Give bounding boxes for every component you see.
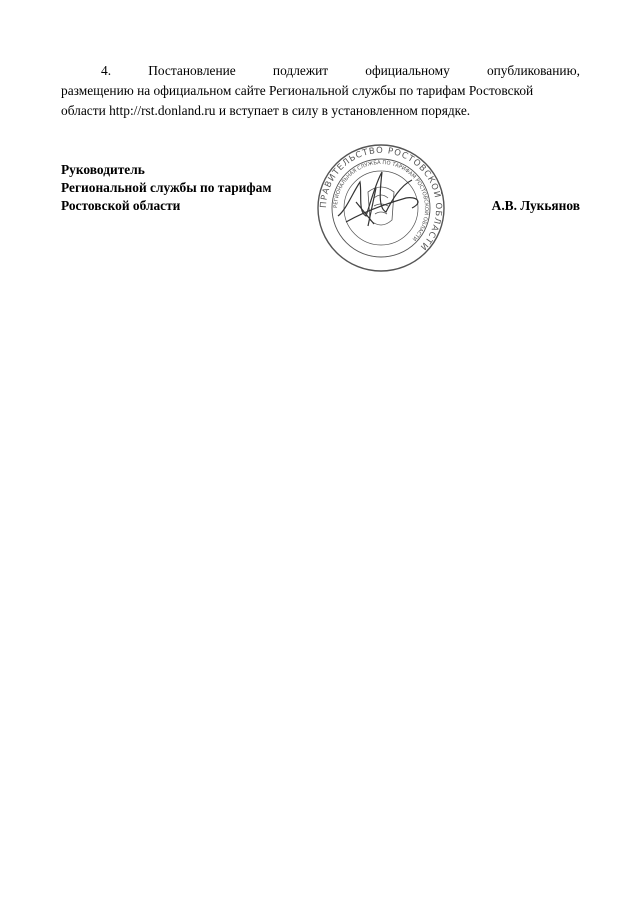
word-3: официальному	[365, 63, 450, 78]
paragraph-line-1	[61, 61, 580, 81]
signer-title	[61, 161, 271, 215]
paragraph-line-3: области http://rst.donland.ru и вступает в силу в установленном порядке.	[61, 103, 471, 118]
signer-title-line-1: Руководитель	[61, 162, 145, 177]
signer-name: А.В. Лукьянов	[491, 198, 580, 213]
paragraph-line-2: размещению на официальном сайте Региональной службы по тарифам Ростовской	[61, 83, 534, 98]
seal-inner-text: РЕГИОНАЛЬНАЯ СЛУЖБА ПО ТАРИФАМ РОСТОВСКОЙ ОБЛАСТИ	[332, 159, 430, 242]
handwritten-signature	[338, 172, 418, 226]
paragraph-4	[61, 61, 580, 121]
word-2: подлежит	[272, 63, 329, 78]
signer-title-line-2: Региональной службы по тарифам	[61, 180, 272, 195]
word-4: опубликованию,	[486, 63, 580, 78]
seal-outer-text: ПРАВИТЕЛЬСТВО РОСТОВСКОЙ ОБЛАСТИ	[318, 145, 444, 253]
paragraph-number: 4.	[101, 63, 112, 78]
official-seal	[316, 142, 446, 274]
signer-title-line-3: Ростовской области	[61, 198, 181, 213]
word-1: Постановление	[148, 63, 236, 78]
